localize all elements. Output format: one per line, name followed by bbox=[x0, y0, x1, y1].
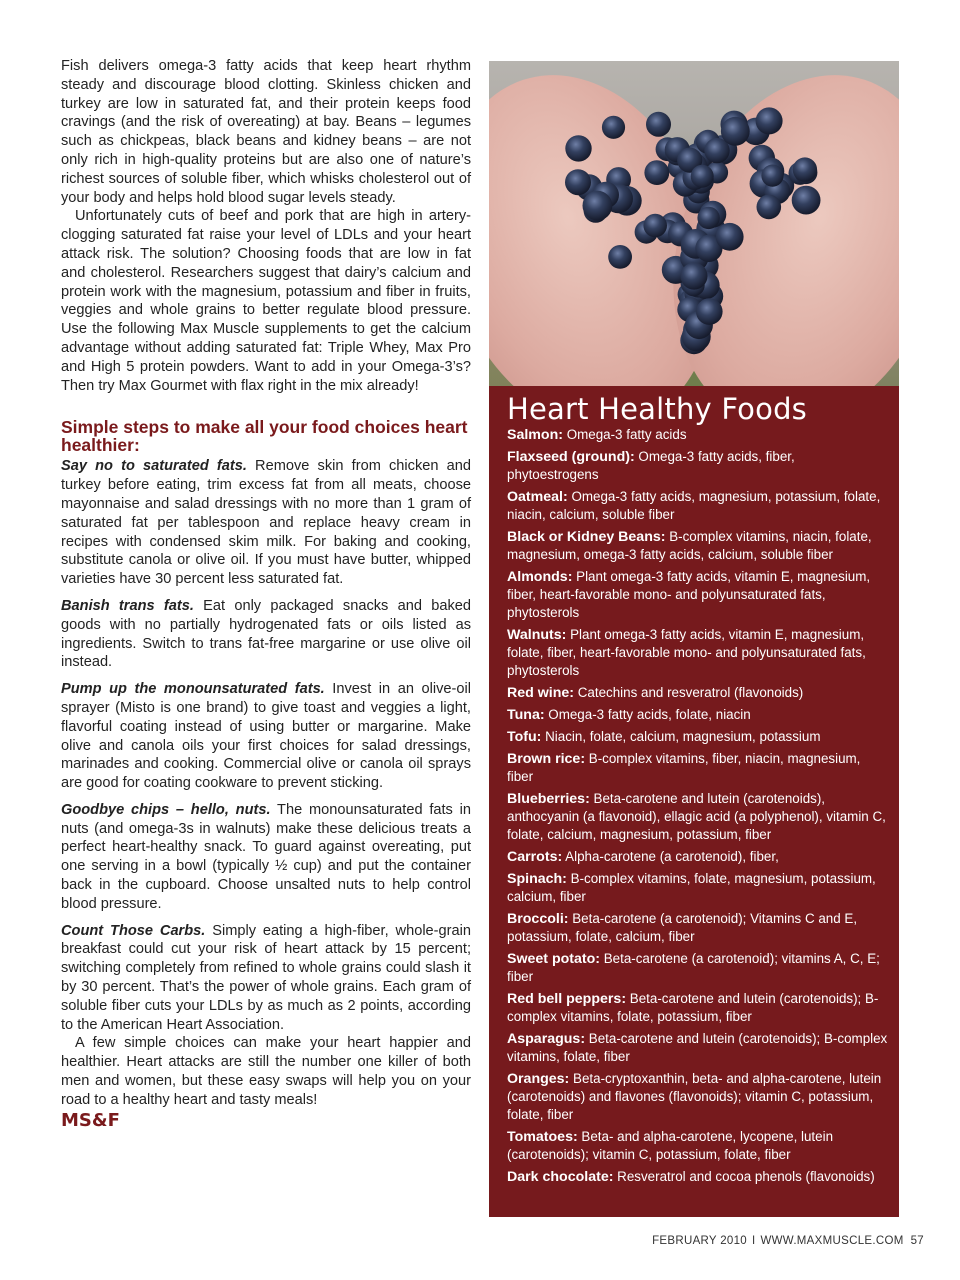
food-name: Black or Kidney Beans: bbox=[507, 529, 666, 545]
food-name: Oatmeal: bbox=[507, 489, 568, 505]
food-item bbox=[507, 750, 889, 786]
blueberry bbox=[643, 214, 667, 238]
food-item bbox=[507, 488, 889, 524]
blueberry bbox=[565, 169, 591, 195]
step-2-text: Eat only packaged snacks and baked goods with no partially hydrogenated fats or oils listed as ingredients. Switch to trans fat-free margarine or use olive oil instead. bbox=[61, 597, 471, 671]
blueberry bbox=[565, 135, 591, 161]
blueberry bbox=[583, 191, 613, 221]
food-name: Tofu: bbox=[507, 729, 542, 745]
footer-site: WWW.MAXMUSCLE.COM bbox=[760, 1235, 904, 1247]
section-heading: Simple steps to make all your food choices heart healthier: bbox=[61, 417, 468, 456]
food-description: Beta-carotene and lutein (carotenoids); B-complex vitamins, folate, potassium, fiber bbox=[507, 991, 879, 1024]
food-description: Omega-3 fatty acids, fiber, phytoestrogens bbox=[507, 449, 795, 482]
step-5-title: Count Those Carbs. bbox=[61, 922, 206, 939]
step-3-text: Invest in an olive-oil sprayer (Misto is one brand) to give toast and veggies a light, flavorful coating instead of using butter or margarine. Make olive and canola oils your first choices for salad dressings, marinades and cooking. Commercial olive or canola oil sprays are good for coating cookware to prevent sticking. bbox=[61, 681, 471, 792]
food-description: Beta-carotene and lutein (carotenoids); B-complex vitamins, folate, fiber bbox=[507, 1031, 888, 1064]
sidebar-title: Heart Healthy Foods bbox=[507, 392, 807, 426]
blueberries-heart-photo bbox=[489, 61, 899, 386]
food-name: Carrots: bbox=[507, 849, 563, 865]
food-item bbox=[507, 684, 889, 702]
food-item bbox=[507, 1128, 889, 1164]
blueberry bbox=[602, 116, 625, 139]
step-5 bbox=[61, 922, 471, 1035]
step-3-title: Pump up the monounsaturated fats. bbox=[61, 681, 325, 698]
footer-page-number: 57 bbox=[910, 1235, 924, 1247]
food-description: Catechins and resveratrol (flavonoids) bbox=[574, 685, 804, 700]
step-1-title: Say no to saturated fats. bbox=[61, 458, 247, 475]
food-item bbox=[507, 728, 889, 746]
blueberry bbox=[697, 207, 719, 229]
food-name: Almonds: bbox=[507, 569, 573, 585]
blueberry bbox=[761, 165, 783, 187]
food-description: B-complex vitamins, fiber, niacin, magnesium, fiber bbox=[507, 751, 861, 784]
food-item bbox=[507, 870, 889, 906]
step-5-text: Simply eating a high-fiber, whole-grain breakfast could cut your risk of heart attack by 15 percent; switching completely from refined to whole grains could slash it by 30 percent. That’s the power of whole grains. Each gram of soluble fiber cuts your LDLs by as much as 2 points, according to the American Heart Association. bbox=[61, 922, 471, 1033]
food-description: B-complex vitamins, niacin, folate, magnesium, omega-3 fatty acids, calcium, soluble fiber bbox=[507, 529, 872, 562]
step-4 bbox=[61, 801, 471, 914]
food-item bbox=[507, 848, 889, 866]
food-description: Omega-3 fatty acids, folate, niacin bbox=[544, 707, 751, 722]
food-name: Oranges: bbox=[507, 1071, 570, 1087]
blueberry bbox=[681, 263, 708, 290]
blueberry bbox=[646, 112, 671, 137]
food-description: Beta-carotene (a carotenoid); Vitamins C and E, potassium, folate, calcium, fiber bbox=[507, 911, 858, 944]
blueberry bbox=[644, 160, 669, 185]
food-description: Omega-3 fatty acids, magnesium, potassium, folate, niacin, calcium, soluble fiber bbox=[507, 489, 881, 522]
step-4-text: The monounsaturated fats in nuts (and omega-3s in walnuts) make these delicious treats a perfect heart-healthy snack. To guard against overeating, put one serving in a bowl (typically ½ cup) and put the container back in the cupboard. Choose unsalted nuts to help control blood pressure. bbox=[61, 801, 471, 912]
food-description: Omega-3 fatty acids bbox=[562, 427, 687, 442]
step-2 bbox=[61, 597, 471, 672]
food-item bbox=[507, 626, 889, 680]
article-paragraph-1: Fish delivers omega-3 fatty acids that keep heart rhythm steady and discourage blood clotting. Skinless chicken and turkey are low in saturated fat, and their protein keeps food cravings (and the risk of overeating) at bay. Beans – legumes such as chickpeas, black beans and kidney beans – are not only rich in high-quality proteins but are also one of nature’s richest sources of soluble fiber, which whisks cholesterol out of your body and helps hold blood sugar levels steady. bbox=[61, 58, 471, 206]
blueberry bbox=[691, 165, 714, 188]
food-name: Red bell peppers: bbox=[507, 991, 627, 1007]
food-item bbox=[507, 790, 889, 844]
food-item bbox=[507, 426, 889, 444]
footer-separator: I bbox=[751, 1235, 756, 1247]
food-item bbox=[507, 990, 889, 1026]
food-name: Broccoli: bbox=[507, 911, 569, 927]
food-description: Plant omega-3 fatty acids, vitamin E, magnesium, folate, fiber, heart-favorable mono- and polyunsaturated fats, phytosterols bbox=[507, 627, 866, 678]
food-item bbox=[507, 1030, 889, 1066]
article-column bbox=[61, 57, 471, 1130]
food-name: Spinach: bbox=[507, 871, 567, 887]
page-footer bbox=[652, 1235, 924, 1247]
food-name: Dark chocolate: bbox=[507, 1169, 614, 1185]
end-mark-logo: MS&F bbox=[61, 1109, 120, 1131]
blueberry bbox=[793, 157, 817, 181]
food-description: Niacin, folate, calcium, magnesium, potassium bbox=[541, 729, 821, 744]
food-name: Walnuts: bbox=[507, 627, 567, 643]
blueberry bbox=[756, 107, 783, 134]
food-list bbox=[507, 426, 889, 1186]
food-name: Brown rice: bbox=[507, 751, 586, 767]
step-2-title: Banish trans fats. bbox=[61, 597, 194, 614]
blueberry bbox=[757, 195, 782, 220]
food-item bbox=[507, 910, 889, 946]
food-item bbox=[507, 568, 889, 622]
step-4-title: Goodbye chips – hello, nuts. bbox=[61, 801, 271, 818]
step-3 bbox=[61, 680, 471, 793]
blueberry bbox=[696, 298, 723, 325]
food-item bbox=[507, 706, 889, 724]
food-name: Tuna: bbox=[507, 707, 545, 723]
food-name: Red wine: bbox=[507, 685, 575, 701]
food-description: Plant omega-3 fatty acids, vitamin E, magnesium, fiber, heart-favorable mono- and polyunsaturated fats, phytosterols bbox=[507, 569, 871, 620]
blueberries bbox=[565, 107, 821, 354]
food-item bbox=[507, 528, 889, 564]
food-name: Sweet potato: bbox=[507, 951, 601, 967]
step-1 bbox=[61, 457, 471, 589]
food-name: Salmon: bbox=[507, 427, 563, 443]
food-item bbox=[507, 448, 889, 484]
food-description: Beta-cryptoxanthin, beta- and alpha-carotene, lutein (carotenoids) and flavones (flavonoids); vitamin C, potassium, folate, fiber bbox=[507, 1071, 882, 1122]
food-item bbox=[507, 1168, 889, 1186]
blueberry bbox=[608, 245, 632, 269]
food-description: B-complex vitamins, folate, magnesium, potassium, calcium, fiber bbox=[507, 871, 876, 904]
food-description: Beta-carotene (a carotenoid); vitamins A, C, E; fiber bbox=[507, 951, 880, 984]
blueberry-heart-graphic bbox=[489, 61, 899, 386]
food-description: Beta- and alpha-carotene, lycopene, lutein (carotenoids); vitamin C, potassium, folate, fiber bbox=[507, 1129, 834, 1162]
blueberry bbox=[721, 117, 750, 146]
food-description: Alpha-carotene (a carotenoid), fiber, bbox=[562, 849, 779, 864]
blueberry bbox=[792, 186, 821, 215]
closing-paragraph: A few simple choices can make your heart happier and healthier. Heart attacks are still the number one killer of both men and women, but these easy swaps will help you on your road to a healthy heart and tasty meals! bbox=[61, 1035, 471, 1108]
heart-healthy-foods-sidebar bbox=[489, 386, 899, 1217]
food-name: Asparagus: bbox=[507, 1031, 586, 1047]
food-description: Beta-carotene and lutein (carotenoids), anthocyanin (a flavonoid), ellagic acid (a polyphenol), vitamin C, folate, calcium, magnesium, potassium, fiber bbox=[507, 791, 886, 842]
blueberry bbox=[716, 223, 744, 251]
footer-date: FEBRUARY 2010 bbox=[652, 1235, 747, 1247]
food-description: Resveratrol and cocoa phenols (flavonoids) bbox=[613, 1169, 875, 1184]
step-1-text: Remove skin from chicken and turkey before eating, trim excess fat from all meats, choose mayonnaise and salad dressings with no more than 1 gram of saturated fat per tablespoon and replace heavy cream in recipes with condensed skim milk. For baking and cooking, substitute canola or olive oil. If you must have butter, whipped varieties have 30 percent less saturated fat. bbox=[61, 458, 471, 588]
article-paragraph-2: Unfortunately cuts of beef and pork that are high in artery-clogging saturated fat raise your level of LDLs and your heart attack risk. The solution? Choosing foods that are low in fat and cholesterol. Researchers suggest that dairy’s calcium and protein work with the magnesium, potassium and fiber in fruits, veggies and whole grains to better regulate blood pressure. Use the following Max Muscle supplements to get the calcium advantage without adding saturated fat: Triple Whey, Max Pro and High 5 protein powders. Want to add in your Omega-3’s? Then try Max Gourmet with flax right in the mix already! bbox=[61, 208, 471, 394]
food-name: Tomatoes: bbox=[507, 1129, 578, 1145]
food-item bbox=[507, 950, 889, 986]
food-name: Blueberries: bbox=[507, 791, 590, 807]
food-item bbox=[507, 1070, 889, 1124]
food-name: Flaxseed (ground): bbox=[507, 449, 635, 465]
